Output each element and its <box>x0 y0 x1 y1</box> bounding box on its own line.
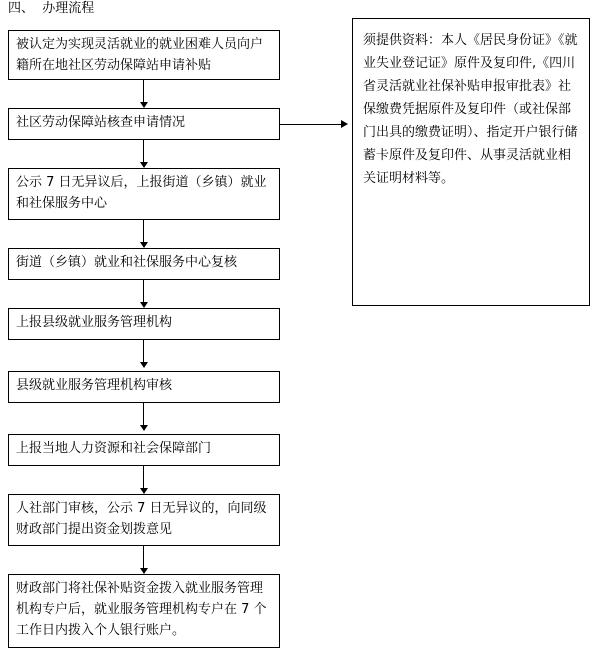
connector-8-9 <box>143 546 144 569</box>
flow-step-4: 街道（乡镇）就业和社保服务中心复核 <box>8 248 280 280</box>
connector-5-6 <box>143 340 144 363</box>
connector-3-4 <box>143 220 144 243</box>
arrow-5-6-icon <box>140 362 148 368</box>
flow-step-9: 财政部门将社保补贴资金拨入就业服务管理机构专户后，就业服务管理机构专户在 7 个工作日内拨入个人银行账户。 <box>8 574 280 648</box>
flow-step-3: 公示 7 日无异议后，上报街道（乡镇）就业和社保服务中心 <box>8 168 280 220</box>
flow-step-6: 县级就业服务管理机构审核 <box>8 371 280 403</box>
page-title: 四、 办理流程 <box>8 1 95 16</box>
flow-step-7: 上报当地人力资源和社会保障部门 <box>8 434 280 466</box>
flow-step-2: 社区劳动保障站核查申请情况 <box>8 108 280 140</box>
flow-step-1: 被认定为实现灵活就业的就业困难人员向户籍所在地社区劳动保障站申请补贴 <box>8 30 280 80</box>
flow-step-5: 上报县级就业服务管理机构 <box>8 308 280 340</box>
connector-4-5 <box>143 280 144 303</box>
arrow-6-7-icon <box>140 425 148 431</box>
connector-2-3 <box>143 140 144 163</box>
required-materials-note: 须提供资料：本人《居民身份证》《就业失业登记证》原件及复印件,《四川省灵活就业社保补贴申报审批表》社保缴费凭据原件及复印件（或社保部门出具的缴费证明）、指定开户银行储蓄卡原件及复印件、从事灵活就业相关证明材料等。 <box>352 18 590 306</box>
connector-6-7 <box>143 403 144 426</box>
connector-7-8 <box>143 466 144 489</box>
arrow-step2-note-icon <box>341 120 348 128</box>
flow-step-8: 人社部门审核，公示 7 日无异议的，向同级财政部门提出资金划拨意见 <box>8 494 280 546</box>
connector-step2-note <box>280 124 342 125</box>
connector-1-2 <box>143 80 144 103</box>
